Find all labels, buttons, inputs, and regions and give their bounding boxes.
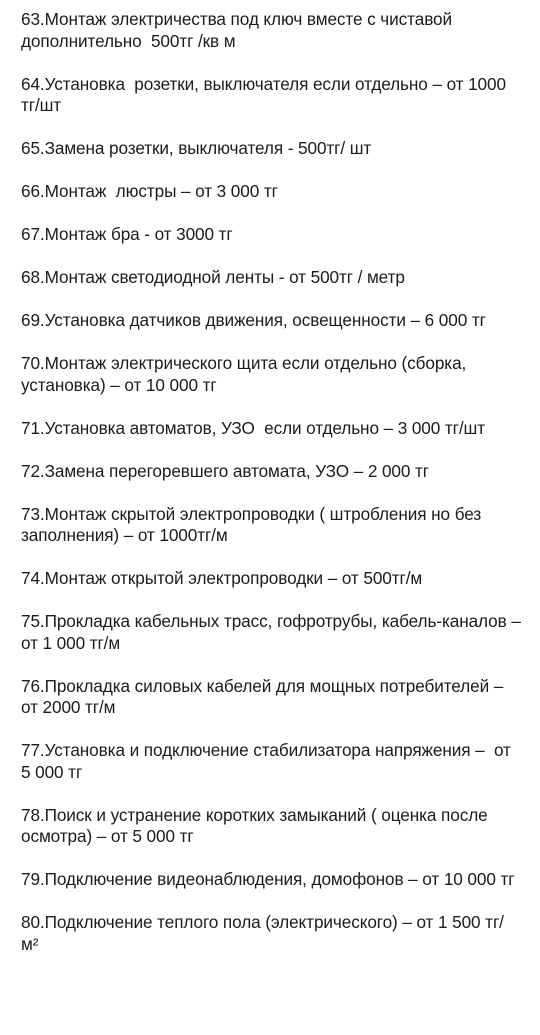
list-item: 67.Монтаж бра - от 3000 тг (21, 224, 233, 244)
list-item: 79.Подключение видеонаблюдения, домофонов – от 10 000 тг (21, 869, 515, 889)
list-item: 69.Установка датчиков движения, освещенности – 6 000 тг (21, 310, 486, 330)
list-item: 76.Прокладка силовых кабелей для мощных потребителей – от 2000 тг/м (21, 675, 508, 717)
list-item: 68.Монтаж светодиодной ленты - от 500тг / метр (21, 267, 405, 287)
list-item: 65.Замена розетки, выключателя - 500тг/ шт (21, 138, 372, 158)
list-item: 75.Прокладка кабельных трасс, гофротрубы, кабель-каналов – от 1 000 тг/м (21, 611, 526, 653)
list-item: 72.Замена перегоревшего автомата, УЗО – 2 000 тг (21, 460, 429, 481)
list-item: 64.Установка розетки, выключателя если отдельно – от 1000 тг/шт (21, 73, 511, 115)
list-item: 70.Монтаж электрического щита если отдельно (сборка, установка) – от 10 000 тг (21, 353, 471, 395)
price-list (21, 9, 526, 955)
list-item: 73.Монтаж скрытой электропроводки ( штробления но без заполнения) – от 1000тг/м (21, 503, 486, 545)
list-item: 71.Установка автоматов, УЗО если отдельно – 3 000 тг/шт (21, 417, 485, 438)
list-item: 78.Поиск и устранение коротких замыканий ( оценка после осмотра) – от 5 000 тг (21, 804, 493, 846)
list-item: 74.Монтаж открытой электропроводки – от 500тг/м (21, 568, 423, 588)
list-item: 66.Монтаж люстры – от 3 000 тг (21, 181, 278, 201)
list-item: 80.Подключение теплого пола (электрического) – от 1 500 тг/м² (21, 912, 504, 954)
list-item: 77.Установка и подключение стабилизатора напряжения – от 5 000 тг (21, 740, 516, 782)
list-item: 63.Монтаж электричества под ключ вместе с чиставой дополнительно 500тг /кв м (21, 9, 457, 51)
